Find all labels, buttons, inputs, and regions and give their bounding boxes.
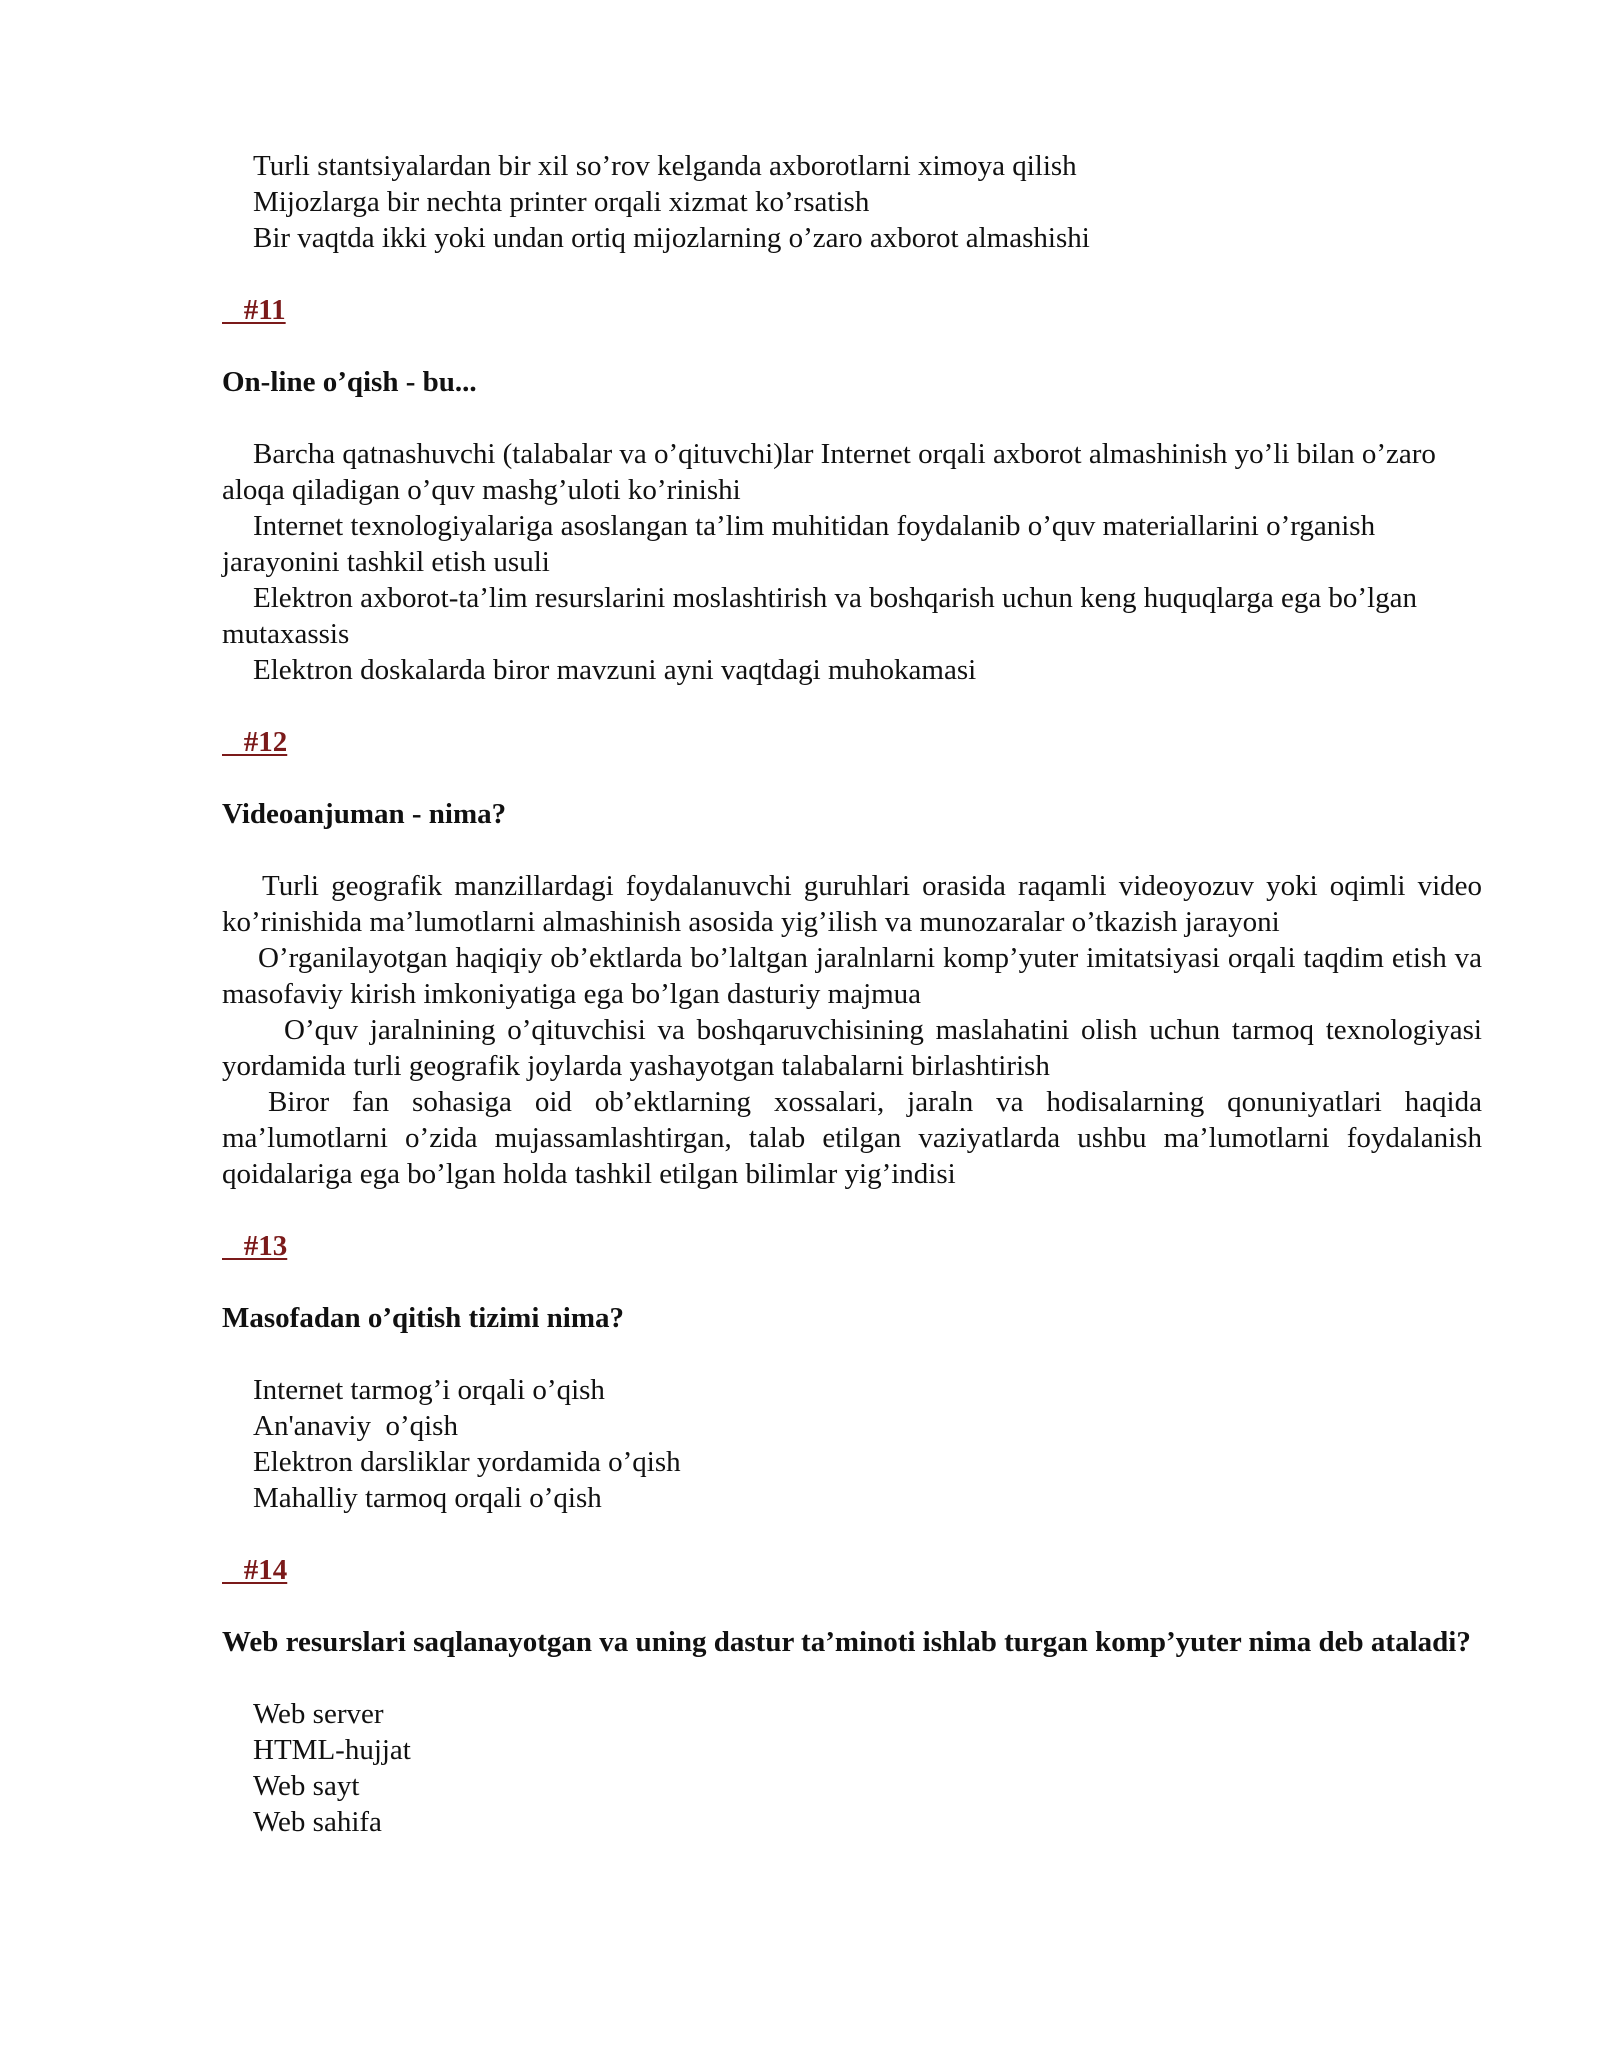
question-title: Web resurslari saqlanayotgan va uning dastur ta’minoti ishlab turgan komp’yuter nima deb ataladi? [222,1626,1471,1658]
document-page [222,148,1482,1840]
answer-option: Elektron axborot-ta’lim resurslarini moslashtirish va boshqarish uchun keng huquqlarga ega bo’lgan mutaxassis [222,582,1418,650]
answer-option: Internet tarmog’i orqali o’qish [253,1374,605,1406]
answer-options [222,868,1482,1192]
answer-option: O’rganilayotgan haqiqiy ob’ektlarda bo’laltgan jaralnlarni komp’yuter imitatsiyasi orqali taqdim etish va masofaviy kirish imkoniyatiga ega bo’lgan dasturiy majmua [222,942,1482,1010]
question-number [222,1228,1482,1264]
answer-options [222,436,1482,688]
answer-option: Turli geografik manzillardagi foydalanuvchi guruhlari orasida raqamli videoyozuv yoki oqimli video ko’rinishida ma’lumotlarni almashinish asosida yig’ilish va munozaralar o’tkazish jarayoni [222,870,1482,938]
answer-option: Barcha qatnashuvchi (talabalar va o’qituvchi)lar Internet orqali axborot almashinish yo’li bilan o’zaro aloqa qiladigan o’quv mashg’uloti ko’rinishi [222,438,1436,506]
answer-option: Elektron doskalarda biror mavzuni ayni vaqtdagi muhokamasi [253,654,977,686]
question-number-link[interactable]: #11 [222,294,286,326]
answer-option: O’quv jaralnining o’qituvchisi va boshqaruvchisining maslahatini olish uchun tarmoq texnologiyasi yordamida turli geografik joylarda yashayotgan talabalarni birlashtirish [222,1014,1482,1082]
question-title: On-line o’qish - bu... [222,366,477,398]
answer-option: Mijozlarga bir nechta printer orqali xizmat ko’rsatish [253,186,870,218]
answer-option: Web server [253,1698,384,1730]
question-number-link[interactable]: #14 [222,1554,288,1586]
answer-option: HTML-hujjat [253,1734,411,1766]
question-number-link[interactable]: #13 [222,1230,288,1262]
answer-option: Bir vaqtda ikki yoki undan ortiq mijozlarning o’zaro axborot almashishi [253,222,1090,254]
question-title: Masofadan o’qitish tizimi nima? [222,1302,624,1334]
answer-options [222,1372,1482,1516]
question-number-link[interactable]: #12 [222,726,288,758]
answer-option: Internet texnologiyalariga asoslangan ta’lim muhitidan foydalanib o’quv materiallarini o’rganish jarayonini tashkil etish usuli [222,510,1376,578]
question-number [222,292,1482,328]
question-number [222,724,1482,760]
answer-options [222,1696,1482,1840]
previous-question-options [222,148,1482,256]
answer-option: Turli stantsiyalardan bir xil so’rov kelganda axborotlarni ximoya qilish [253,150,1077,182]
answer-option: An'anaviy o’qish [253,1410,458,1442]
answer-option: Biror fan sohasiga oid ob’ektlarning xossalari, jaraln va hodisalarning qonuniyatlari haqida ma’lumotlarni o’zida mujassamlashtirgan, talab etilgan vaziyatlarda ushbu ma’lumotlarni foydalanish qoidalariga ega bo’lgan holda tashkil etilgan bilimlar yig’indisi [222,1086,1482,1190]
answer-option: Web sahifa [253,1806,382,1838]
question-number [222,1552,1482,1588]
answer-option: Elektron darsliklar yordamida o’qish [253,1446,681,1478]
question-title: Videoanjuman - nima? [222,798,507,830]
answer-option: Web sayt [253,1770,360,1802]
answer-option: Mahalliy tarmoq orqali o’qish [253,1482,602,1514]
